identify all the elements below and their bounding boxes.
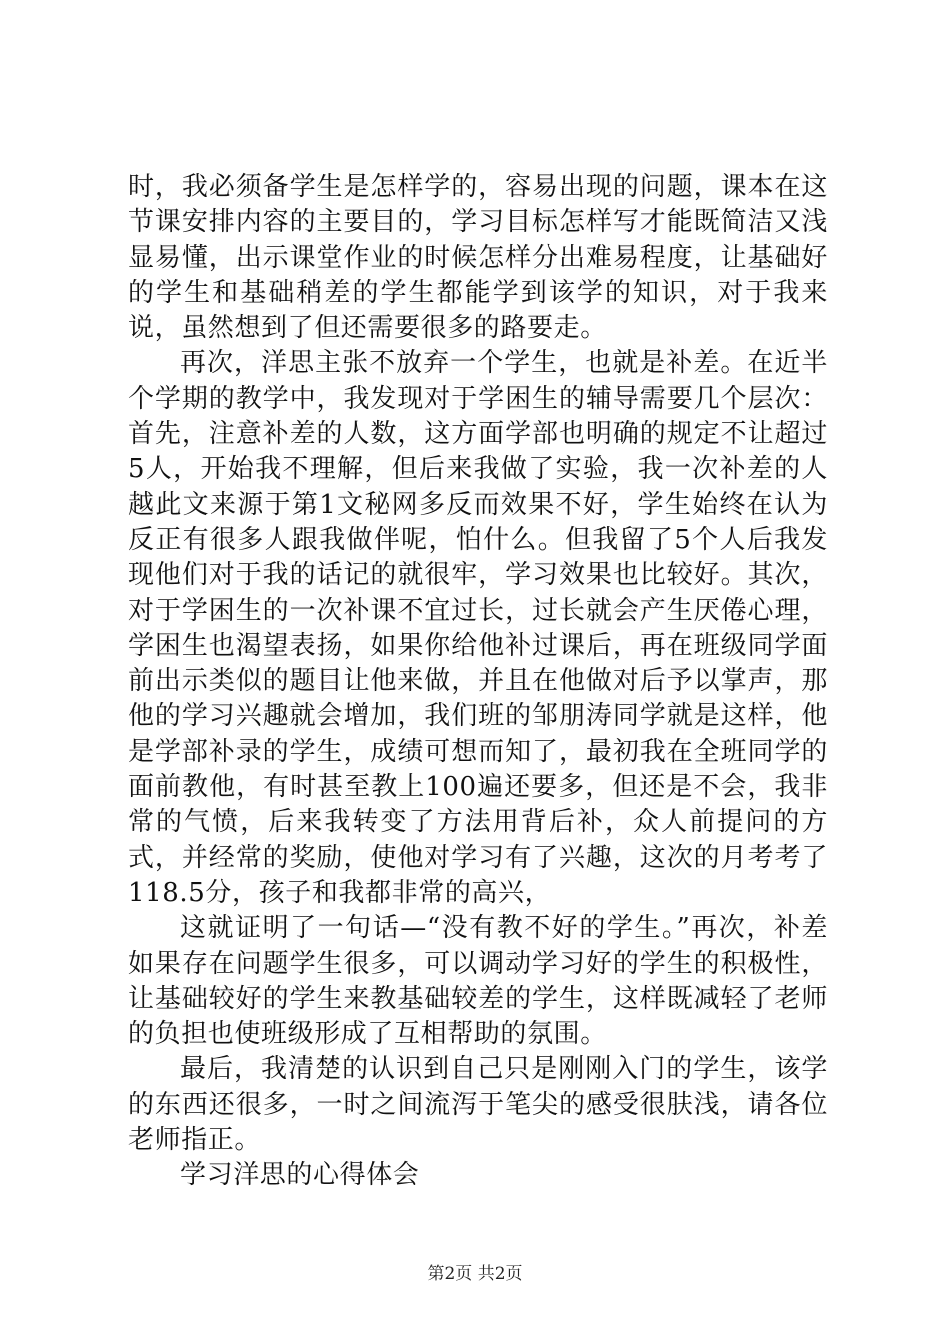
page-number-label: 第2页 共2页	[427, 1264, 523, 1284]
paragraph-title-line: 学习洋思的心得体会	[180, 1160, 420, 1191]
paragraph-remedial-teaching: 再次，洋思主张不放弃一个学生，也就是补差。在近半个学期的教学中，我发现对于学困生的辅导需要几个层次：首先，注意补差的人数，这方面学部也明确的规定不让超过5人，开始我不理解，但后来我做了实验，我一次补差的人越此文来源于第1文秘网多反而效果不好，学生始终在认为反正有很多人跟我做伴呢，怕什么。但我留了5个人后我发现他们对于我的话记的就很牢，学习效果也比较好。其次，对于学困生的一次补课不宜过长，过长就会产生厌倦心理，学困生也渴望表扬，如果你给他补过课后，再在班级同学面前出示类似的题目让他来做，并且在他做对后予以掌声，那他的学习兴趣就会增加，我们班的邹朋涛同学就是这样，他是学部补录的学生，成绩可想而知了，最初我在全班同学的面前教他，有时甚至教上100遍还要多，但还是不会，我非常的气愤，后来我转变了方法用背后补，众人前提问的方式，并经常的奖励，使他对学习有了兴趣，这次的月考考了118.5分，孩子和我都非常的高兴，	[128, 348, 828, 908]
page-footer	[0, 1262, 950, 1286]
paragraph-continuation: 时，我必须备学生是怎样学的，容易出现的问题，课本在这节课安排内容的主要目的，学习目标怎样写才能既简洁又浅显易懂，出示课堂作业的时候怎样分出难易程度，让基础好的学生和基础稍差的学生都能学到该学的知识，对于我来说，虽然想到了但还需要很多的路要走。	[128, 172, 828, 344]
document-body	[128, 170, 828, 1194]
paragraph-proof: 这就证明了一句话—“没有教不好的学生。”再次，补差如果存在问题学生很多，可以调动学习好的学生的积极性，让基础较好的学生来教基础较差的学生，这样既减轻了老师的负担也使班级形成了互相帮助的氛围。	[128, 913, 828, 1050]
paragraph-conclusion: 最后，我清楚的认识到自己只是刚刚入门的学生，该学的东西还很多，一时之间流泻于笔尖的感受很肤浅，请各位老师指正。	[128, 1054, 828, 1156]
